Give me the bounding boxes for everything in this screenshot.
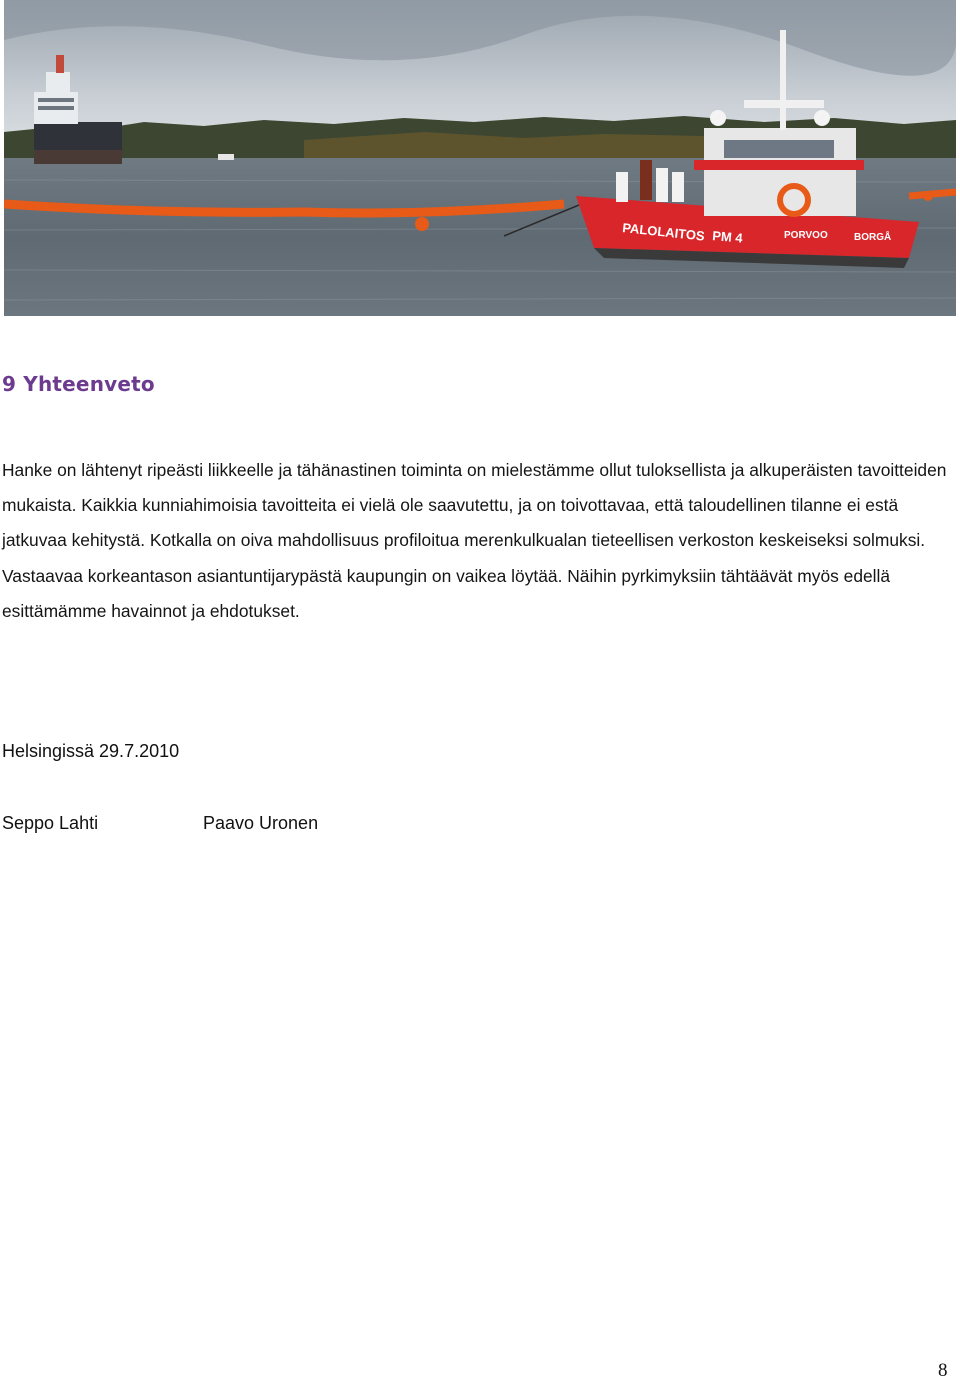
page-number: 8	[938, 1360, 948, 1381]
signatory-name: Paavo Uronen	[203, 813, 319, 833]
boat-number-label: PM 4	[711, 228, 744, 246]
boat-hull-label: PALOLAITOS	[621, 220, 706, 244]
boat-port-sv-label: BORGÅ	[854, 232, 892, 243]
place-and-date: Helsingissä 29.7.2010	[2, 741, 180, 761]
boat-port-fi-label: PORVOO	[784, 230, 828, 241]
summary-paragraph: Hanke on lähtenyt ripeästi liikkeelle ja tähänastinen toiminta on mielestämme ollut tuloksellista ja alkuperäisten tavoitteiden mukaista. Kaikkia kunniahimoisia tavoitteita ei vielä ole saavutettu, ja on toivottavaa, että taloudellinen tilanne ei estä jatkuvaa kehitystä. Kotkalla on oiva mahdollisuus profiloitua merenkulkualan tieteellisen verkoston keskeiseksi solmuksi. Vastaavaa korkeantason asiantuntijarypästä kaupungin on vaikea löytää. Näihin pyrkimyksiin tähtäävät myös edellä esittämämme havainnot ja ehdotukset.	[2, 460, 947, 621]
section-heading: 9 Yhteenveto	[2, 372, 155, 396]
signatory-name: Seppo Lahti	[2, 813, 99, 833]
harbor-boat-photo	[4, 0, 956, 316]
cover-photo	[4, 0, 956, 316]
